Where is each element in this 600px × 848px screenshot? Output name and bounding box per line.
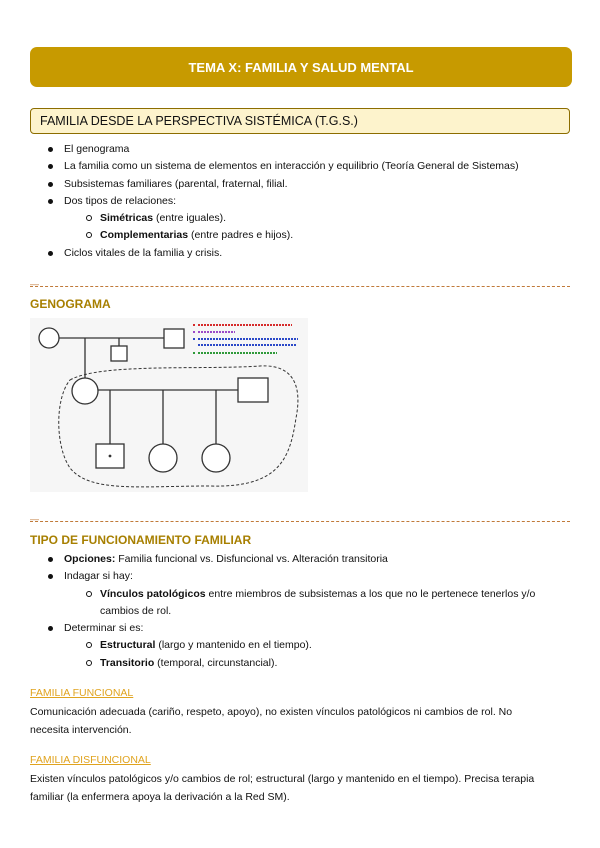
section-heading-text: FAMILIA DESDE LA PERSPECTIVA SISTÉMICA (T.G.S.)	[40, 114, 358, 128]
genogram-legend	[193, 324, 298, 354]
sublist-desc: entre miembros de subsistemas a los que no le pertenece tenerlos y/o	[205, 587, 536, 600]
sublist-term: Transitorio	[100, 656, 155, 669]
genogram-drawing	[30, 318, 308, 492]
list-item	[30, 141, 570, 158]
uncle-symbol	[111, 346, 127, 361]
section-heading-familia-sistemica	[30, 108, 570, 134]
list-item-text: Ciclos vitales de la familia y crisis.	[64, 246, 223, 259]
daughter-1-symbol	[149, 444, 177, 472]
mother-symbol	[72, 378, 98, 404]
sublist-desc-continued: cambios de rol.	[100, 604, 172, 617]
paragraph-line: Comunicación adecuada (cariño, respeto, apoyo), no existen vínculos patológicos ni cambios de rol. No	[30, 706, 513, 718]
list-item-text: Dos tipos de relaciones:	[64, 194, 177, 207]
sublist-desc: (entre padres e hijos).	[188, 229, 294, 242]
grandfather-symbol	[164, 329, 184, 348]
determinar-sublist	[64, 637, 570, 672]
section-divider	[30, 286, 570, 287]
sublist-desc: (temporal, circunstancial).	[154, 656, 278, 669]
grandmother-symbol	[39, 328, 59, 348]
sistemica-list	[30, 141, 570, 262]
relations-sublist	[64, 210, 570, 245]
list-item	[30, 620, 570, 672]
legend-dot-red	[193, 324, 195, 326]
legend-dot-green	[193, 352, 195, 354]
rule-marker: —	[30, 514, 39, 524]
familia-disfuncional-text	[30, 771, 570, 806]
sublist-item	[64, 655, 570, 672]
daughter-2-symbol	[202, 444, 230, 472]
familia-disfuncional-heading: FAMILIA DISFUNCIONAL	[30, 754, 151, 766]
section-divider	[30, 521, 570, 522]
list-item	[30, 193, 570, 245]
genogram-figure	[30, 318, 308, 492]
sublist-term: Vínculos patológicos	[100, 587, 206, 600]
list-item	[30, 176, 570, 193]
paragraph-line: necesita intervención.	[30, 723, 132, 736]
list-item-text: Indagar si hay:	[64, 570, 133, 583]
legend-dot-purple	[193, 331, 195, 333]
list-item	[30, 551, 570, 568]
father-symbol	[238, 378, 268, 402]
list-item	[30, 158, 570, 175]
indagar-sublist	[64, 586, 570, 621]
paragraph-line: Existen vínculos patológicos y/o cambios de rol; estructural (largo y mantenido en el tiempo). Precisa terapia	[30, 773, 535, 785]
sublist-term: Estructural	[100, 639, 156, 652]
sublist-desc: (entre iguales).	[153, 212, 227, 225]
list-item-text: El genograma	[64, 143, 130, 155]
sublist-item	[64, 227, 570, 244]
list-item-text: La familia como un sistema de elementos en interacción y equilibrio (Teoría General de Sistemas)	[64, 160, 519, 173]
funcionamiento-heading: TIPO DE FUNCIONAMIENTO FAMILIAR	[30, 533, 252, 547]
list-item-text: Determinar si es:	[64, 622, 144, 635]
list-item	[30, 568, 570, 620]
sublist-item	[64, 210, 570, 227]
paragraph-line: familiar (la enfermera apoya la derivación a la Red SM).	[30, 790, 290, 803]
list-desc: Familia funcional vs. Disfuncional vs. Alteración transitoria	[115, 553, 388, 565]
funcionamiento-list	[30, 551, 570, 672]
rule-marker: —	[30, 279, 39, 289]
sublist-term: Simétricas	[100, 212, 154, 225]
page-title: TEMA X: FAMILIA Y SALUD MENTAL	[30, 47, 572, 87]
list-item	[30, 245, 570, 262]
list-term: Opciones:	[64, 553, 116, 565]
familia-funcional-heading: FAMILIA FUNCIONAL	[30, 687, 134, 699]
sublist-desc: (largo y mantenido en el tiempo).	[155, 639, 312, 652]
sublist-item	[64, 637, 570, 654]
sublist-item	[64, 586, 570, 621]
sublist-term: Complementarias	[100, 229, 189, 242]
son-marker	[109, 455, 112, 458]
familia-funcional-text	[30, 704, 570, 739]
list-item-text: Subsistemas familiares (parental, fraternal, filial.	[64, 177, 288, 190]
genograma-heading: GENOGRAMA	[30, 297, 111, 311]
legend-dot-blue	[193, 338, 195, 340]
